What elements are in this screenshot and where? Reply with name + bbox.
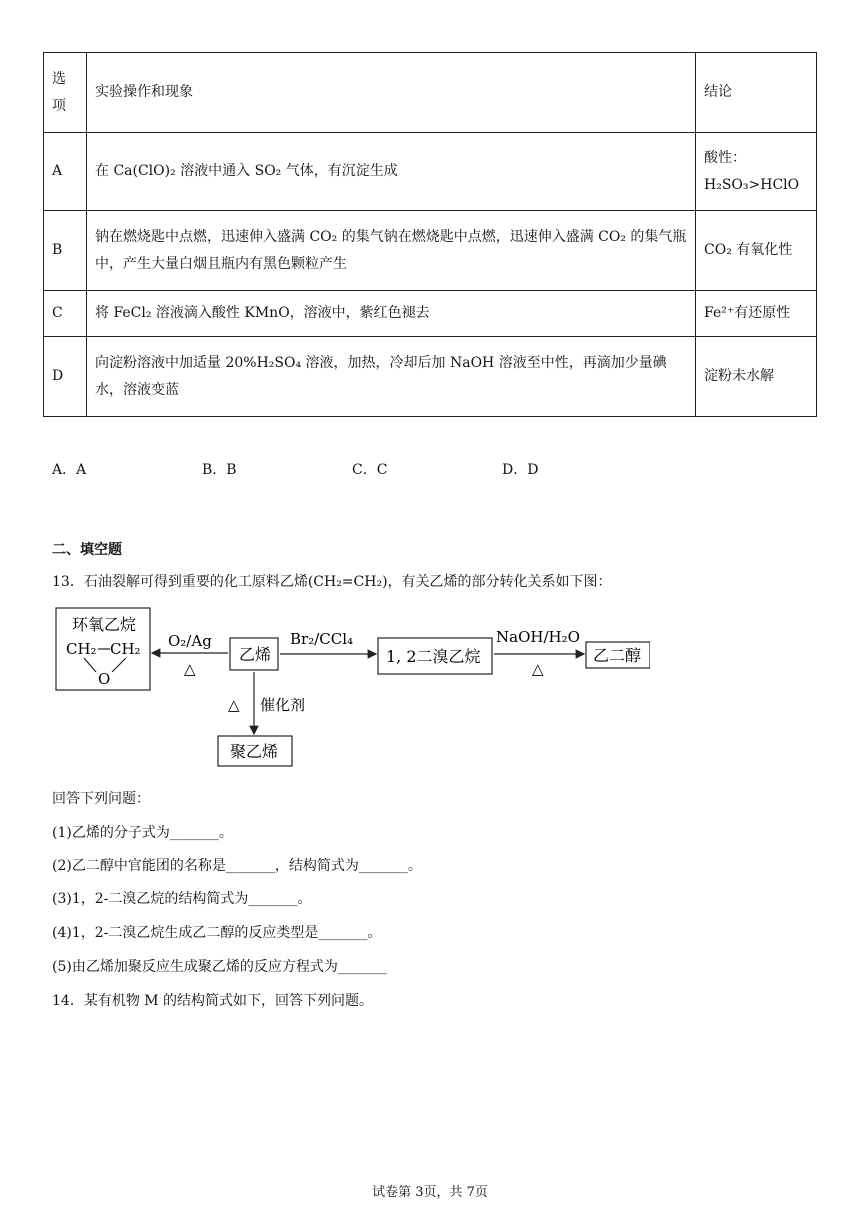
epoxide-bond-left	[84, 658, 96, 672]
reagent-br2-ccl4: Br₂/CCl₄	[290, 630, 354, 648]
table-row	[44, 291, 817, 337]
table-row	[44, 337, 817, 417]
row-conclusion: 淀粉未水解	[696, 337, 817, 417]
heat-symbol-3: △	[228, 696, 240, 714]
row-option: A	[44, 133, 87, 211]
question-13-prompt: 回答下列问题：	[52, 791, 150, 807]
question-14-stem: 14．某有机物 M 的结构简式如下，回答下列问题。	[52, 993, 374, 1009]
header-option-line2: 项	[52, 97, 66, 114]
epoxide-bond-right	[112, 658, 126, 672]
epoxide-ch2-right: CH₂	[110, 640, 141, 658]
row-conclusion: 酸性：H₂SO₃>HClO	[696, 133, 817, 211]
sub-question-2: (2)乙二醇中官能团的名称是_______，结构简式为_______。	[52, 858, 422, 874]
choice-d[interactable]: D．D	[502, 462, 539, 478]
epoxide-ch2-left: CH₂	[66, 640, 97, 658]
sub-question-3: (3)1，2-二溴乙烷的结构简式为_______。	[52, 891, 312, 907]
ethylene-label: 乙烯	[239, 645, 272, 664]
row-operation: 钠在燃烧匙中点燃，迅速伸入盛满 CO₂ 的集气钠在燃烧匙中点燃，迅速伸入盛满 CO₂ 的集气瓶中，产生大量白烟且瓶内有黑色颗粒产生	[87, 211, 696, 291]
table-row	[44, 211, 817, 291]
row-conclusion: Fe²⁺有还原性	[696, 291, 817, 337]
choice-a[interactable]: A．A	[52, 462, 87, 478]
options-table	[43, 52, 817, 417]
row-operation: 向淀粉溶液中加适量 20%H₂SO₄ 溶液，加热，冷却后加 NaOH 溶液至中性，再滴加少量碘水，溶液变蓝	[87, 337, 696, 417]
polyethylene-label: 聚乙烯	[230, 742, 279, 761]
row-option: D	[44, 337, 87, 417]
reagent-o2-ag: O₂/Ag	[168, 632, 212, 650]
header-conclusion-cell: 结论	[696, 53, 817, 133]
row-operation: 在 Ca(ClO)₂ 溶液中通入 SO₂ 气体，有沉淀生成	[87, 133, 696, 211]
header-option-line1: 选	[52, 70, 66, 87]
page-footer: 试卷第 3页，共 7页	[372, 1185, 488, 1200]
header-operation-cell: 实验操作和现象	[87, 53, 696, 133]
reagent-naoh-h2o: NaOH/H₂O	[496, 628, 580, 646]
heat-symbol-2: △	[532, 660, 544, 678]
row-conclusion: CO₂ 有氧化性	[696, 211, 817, 291]
section-title: 二、填空题	[52, 542, 122, 558]
epoxide-oxygen: O	[98, 670, 111, 688]
conversion-diagram	[50, 602, 650, 772]
row-operation: 将 FeCl₂ 溶液滴入酸性 KMnO，溶液中，紫红色褪去	[87, 291, 696, 337]
catalyst-label: 催化剂	[260, 696, 306, 714]
heat-symbol-1: △	[184, 660, 196, 678]
table-row	[44, 133, 817, 211]
sub-question-5: (5)由乙烯加聚反应生成聚乙烯的反应方程式为_______	[52, 959, 387, 975]
epoxide-name: 环氧乙烷	[72, 615, 137, 634]
choice-b[interactable]: B．B	[202, 462, 237, 478]
sub-question-1: (1)乙烯的分子式为_______。	[52, 825, 233, 841]
dibromoethane-label: 1, 2二溴乙烷	[386, 647, 481, 666]
sub-question-4: (4)1，2-二溴乙烷生成乙二醇的反应类型是_______。	[52, 925, 382, 941]
row-option: B	[44, 211, 87, 291]
table-header-row	[44, 53, 817, 133]
header-option-cell	[44, 53, 87, 133]
glycol-label: 乙二醇	[593, 646, 642, 665]
choice-c[interactable]: C．C	[352, 462, 388, 478]
question-13-stem: 13．石油裂解可得到重要的化工原料乙烯(CH₂=CH₂)，有关乙烯的部分转化关系如下图：	[52, 574, 612, 590]
row-option: C	[44, 291, 87, 337]
